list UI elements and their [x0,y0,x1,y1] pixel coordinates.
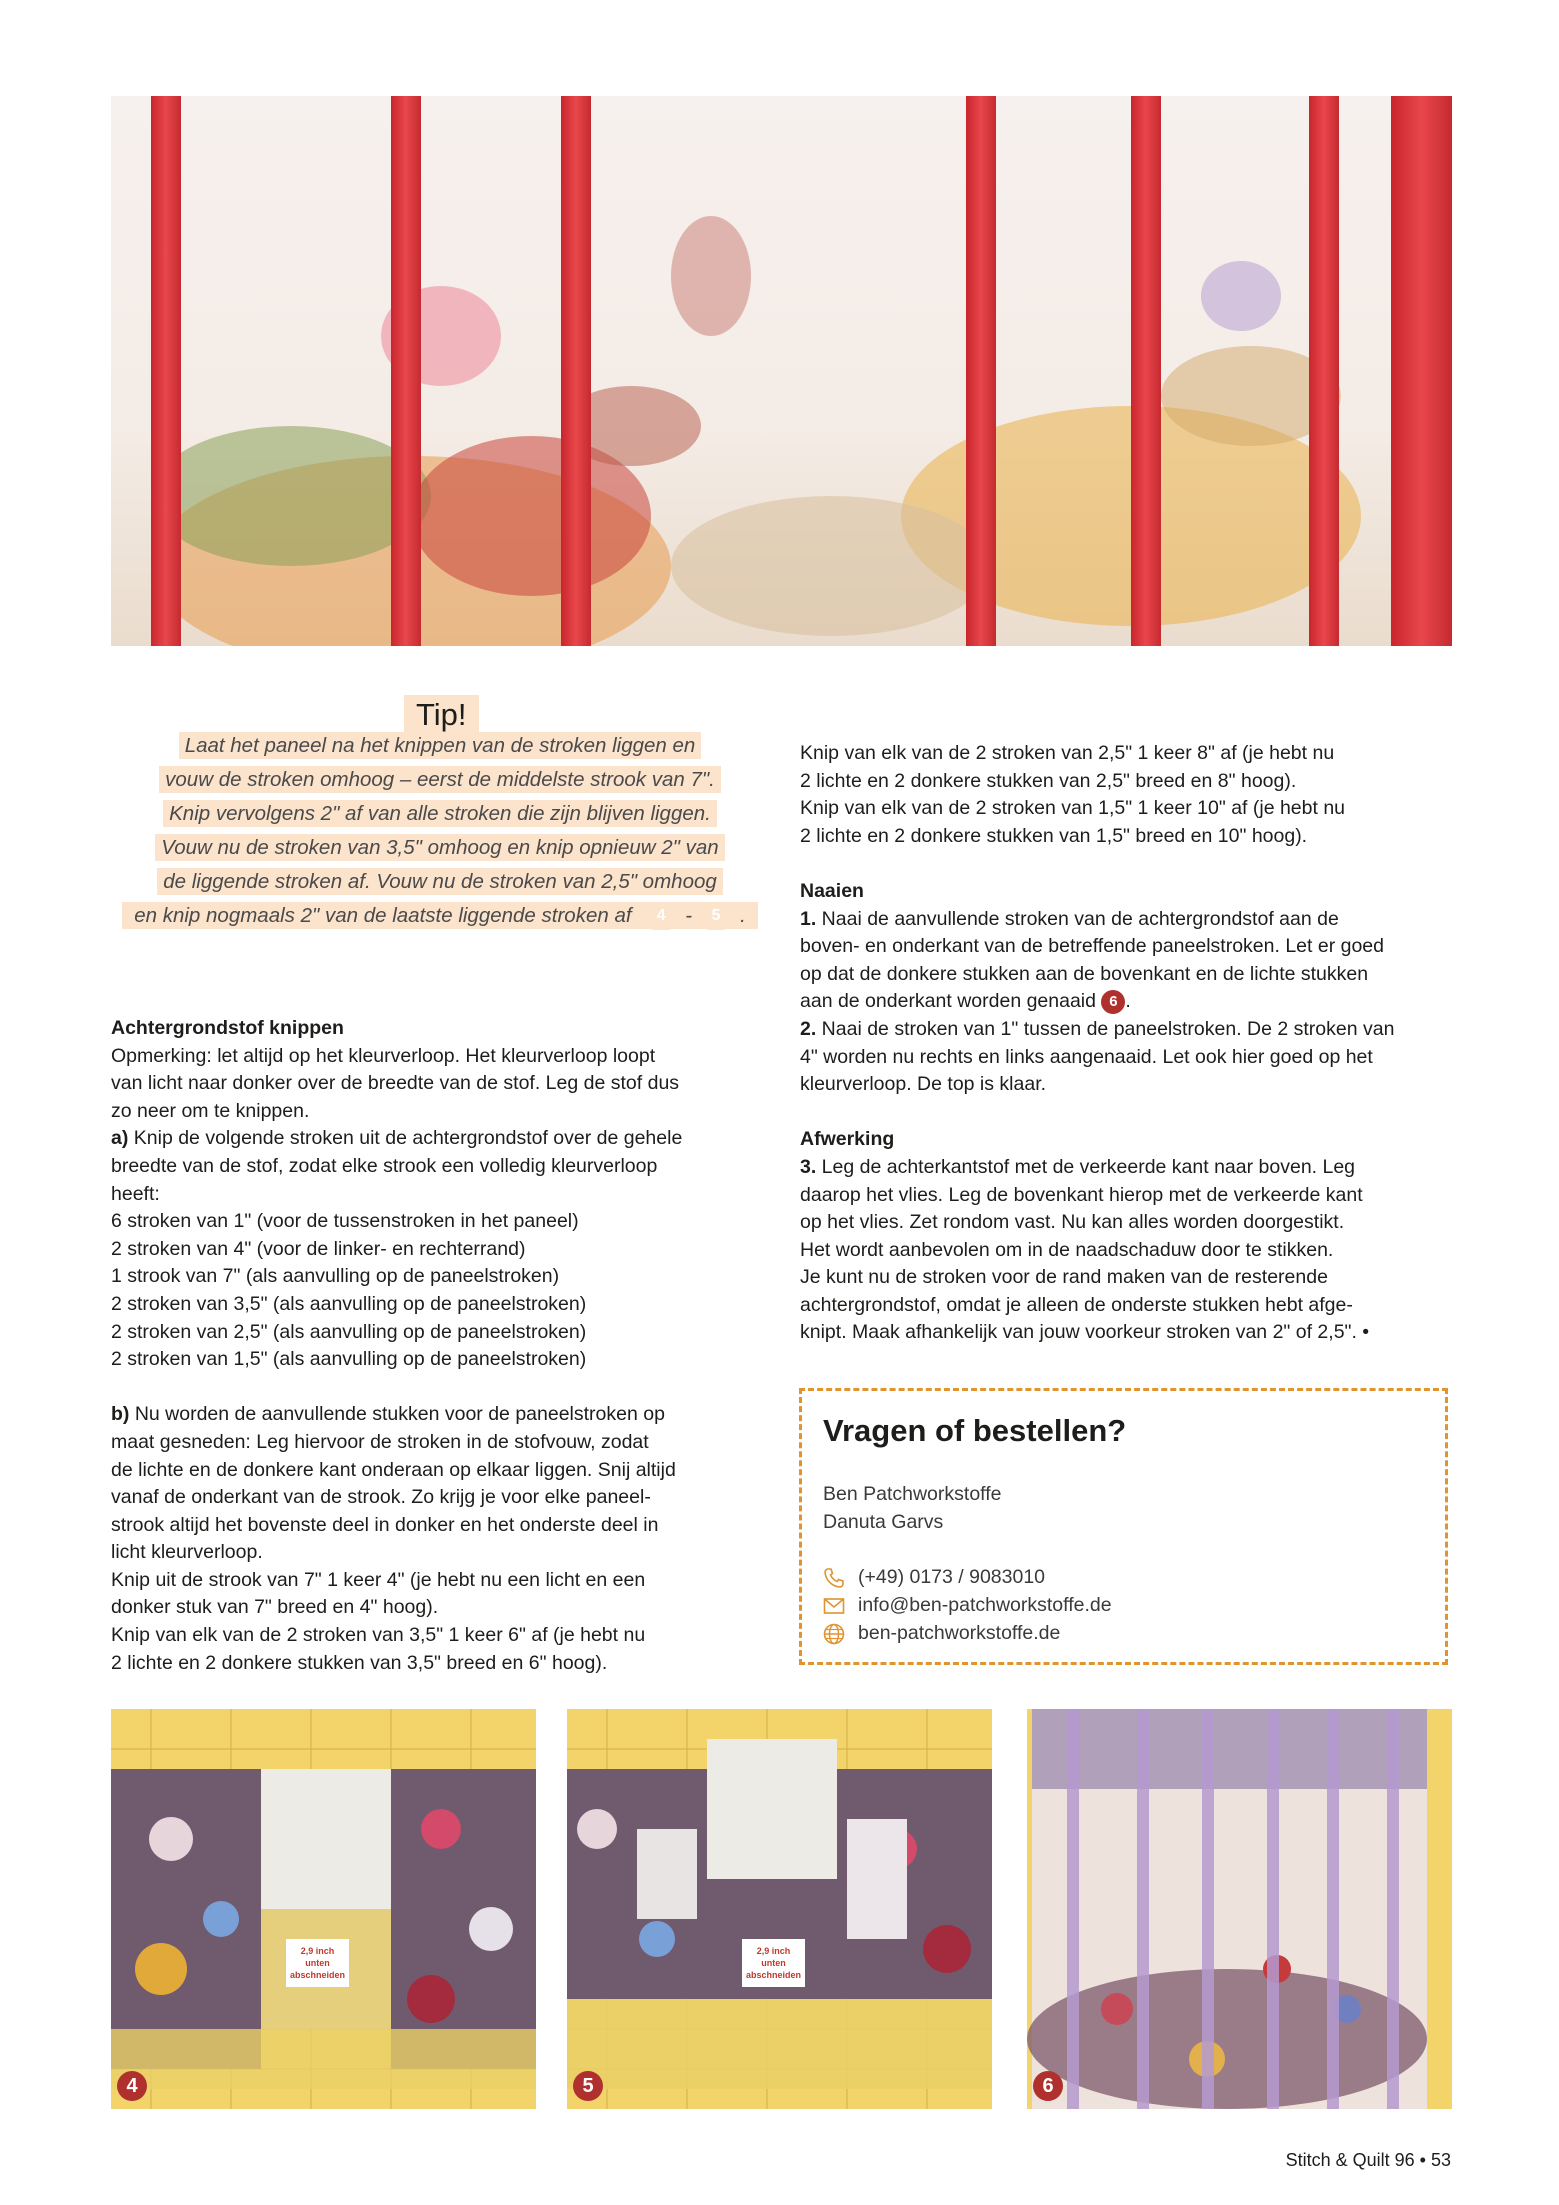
paragraph-line: donker stuk van 7" breed en 4" hoog). [111,1596,439,1619]
step-4-illustration [111,1709,536,2109]
paragraph-line: boven- en onderkant van de betreffende paneelstroken. Let er goed [800,935,1384,958]
paragraph-line: 2. Naai de stroken van 1" tussen de paneelstroken. De 2 stroken van [800,1017,1395,1040]
contact-website[interactable]: ben-patchworkstoffe.de [858,1622,1061,1644]
strip-list-item: 2 stroken van 1,5" (als aanvulling op de paneelstroken) [111,1348,587,1371]
paragraph-line: aan de onderkant worden genaaid 6 . [800,990,1131,1013]
tip-line-last: en knip nogmaals 2" van de laatste liggende stroken af 4 - 5 . [0,899,880,933]
tip-line: Laat het paneel na het knippen van de stroken liggen en [0,729,880,763]
page-number: 53 [1430,2150,1451,2170]
contact-title: Vragen of bestellen? [823,1413,1127,1448]
hero-fabric-photo [111,96,1452,646]
paragraph-line: Je kunt nu de stroken voor de rand maken van de resterende [800,1266,1328,1289]
paragraph-line: vanaf de onderkant van de strook. Zo krijg je voor elke paneel- [111,1486,651,1509]
measurement-note: 2,9 inch unten abschneiden [286,1939,349,1987]
step-5-illustration [567,1709,992,2109]
step-number-badge: 4 [117,2071,147,2101]
paragraph-line: de lichte en de donkere kant onderaan op elkaar liggen. Snij altijd [111,1458,676,1481]
paragraph-line: b) Nu worden de aanvullende stukken voor de paneelstroken op [111,1403,665,1426]
section-heading: Afwerking [800,1128,895,1151]
paragraph-line: heeft: [111,1182,160,1205]
page-footer [1286,2150,1451,2171]
paragraph-line: zo neer om te knippen. [111,1099,310,1122]
globe-icon [822,1622,846,1646]
phone-icon [822,1566,846,1590]
contact-box [799,1388,1448,1665]
hero-fabric-illustration [111,96,1452,646]
paragraph-line: 3. Leg de achterkantstof met de verkeerde kant naar boven. Leg [800,1155,1356,1178]
tip-line: vouw de stroken omhoog – eerst de middelste strook van 7". [0,763,880,797]
right-column [800,740,1460,1347]
step-photo-4 [111,1709,536,2109]
magazine-name: Stitch & Quilt 96 [1285,2150,1415,2170]
paragraph-line: op het vlies. Zet rondom vast. Nu kan alles worden doorgestikt. [800,1211,1345,1234]
paragraph-line: 2 lichte en 2 donkere stukken van 3,5" breed en 6" hoog). [111,1651,608,1674]
paragraph-line: Knip uit de strook van 7" 1 keer 4" (je hebt nu een licht en een [111,1568,646,1591]
paragraph-line: achtergrondstof, omdat je alleen de onderste stukken hebt afge- [800,1293,1353,1316]
paragraph-line: 4" worden nu rechts en links aangenaaid. Let ook hier goed op het [800,1045,1373,1068]
step-photo-5 [567,1709,992,2109]
contact-company: Ben Patchworkstoffe [823,1483,1002,1505]
contact-email[interactable]: info@ben-patchworkstoffe.de [858,1594,1112,1616]
paragraph-line: strook altijd het bovenste deel in donker en het onderste deel in [111,1513,659,1536]
strip-list-item: 6 stroken van 1" (voor de tussenstroken in het paneel) [111,1210,579,1233]
paragraph-line: 2 lichte en 2 donkere stukken van 2,5" breed en 8" hoog). [800,769,1297,792]
strip-list-item: 2 stroken van 4" (voor de linker- en rechterrand) [111,1237,526,1260]
paragraph-line: knipt. Maak afhankelijk van jouw voorkeur stroken van 2" of 2,5". • [800,1321,1370,1344]
step-badge: 5 [698,902,734,930]
paragraph-line: op dat de donkere stukken aan de bovenkant en de lichte stukken [800,962,1369,985]
paragraph-line: Het wordt aanbevolen om in de naadschaduw door te stikken. [800,1238,1334,1261]
tip-line: Knip vervolgens 2" af van alle stroken die zijn blijven liggen. [0,797,880,831]
tip-title: Tip! [404,695,479,735]
paragraph-line: Knip van elk van de 2 stroken van 1,5" 1 keer 10" af (je hebt nu [800,797,1346,820]
paragraph-line: daarop het vlies. Leg de bovenkant hierop met de verkeerde kant [800,1183,1363,1206]
paragraph-line: Knip van elk van de 2 stroken van 3,5" 1 keer 6" af (je hebt nu [111,1624,646,1647]
step-photo-6 [1027,1709,1452,2109]
paragraph-line: licht kleurverloop. [111,1541,263,1564]
strip-list-item: 2 stroken van 3,5" (als aanvulling op de paneelstroken) [111,1292,587,1315]
paragraph-line: Knip van elk van de 2 stroken van 2,5" 1 keer 8" af (je hebt nu [800,742,1335,764]
tip-line: Vouw nu de stroken van 3,5" omhoog en knip opnieuw 2" van [0,831,880,865]
paragraph-line: 1. Naai de aanvullende stroken van de achtergrondstof aan de [800,907,1339,930]
strip-list-item: 1 strook van 7" (als aanvulling op de paneelstroken) [111,1265,560,1288]
tip-line: de liggende stroken af. Vouw nu de stroken van 2,5" omhoog [0,865,880,899]
mail-icon [822,1594,846,1618]
measurement-note: 2,9 inch unten abschneiden [742,1939,805,1987]
paragraph-line: a) Knip de volgende stroken uit de achtergrondstof over de gehele [111,1127,683,1150]
strip-list-item: 2 stroken van 2,5" (als aanvulling op de paneelstroken) [111,1320,587,1343]
footer-separator: • [1419,2150,1426,2170]
left-column [111,1015,771,1677]
step-number-badge: 6 [1033,2071,1063,2101]
paragraph-line: Opmerking: let altijd op het kleurverloop. Het kleurverloop loopt [111,1044,656,1067]
paragraph-line: van licht naar donker over de breedte van de stof. Leg de stof dus [111,1072,680,1095]
contact-person: Danuta Garvs [823,1511,944,1533]
paragraph-line: kleurverloop. De top is klaar. [800,1073,1047,1096]
step-badge: 6 [1101,990,1125,1014]
step-number-badge: 5 [573,2071,603,2101]
paragraph-line: 2 lichte en 2 donkere stukken van 1,5" breed en 10" hoog). [800,824,1308,847]
paragraph-line: breedte van de stof, zodat elke strook een volledig kleurverloop [111,1154,658,1177]
step-6-illustration [1027,1709,1452,2109]
step-badge: 4 [643,902,679,930]
section-heading: Achtergrondstof knippen [111,1017,344,1039]
section-heading: Naaien [800,879,864,902]
contact-phone[interactable]: (+49) 0173 / 9083010 [858,1566,1046,1588]
paragraph-line: maat gesneden: Leg hiervoor de stroken in de stofvouw, zodat [111,1430,649,1453]
